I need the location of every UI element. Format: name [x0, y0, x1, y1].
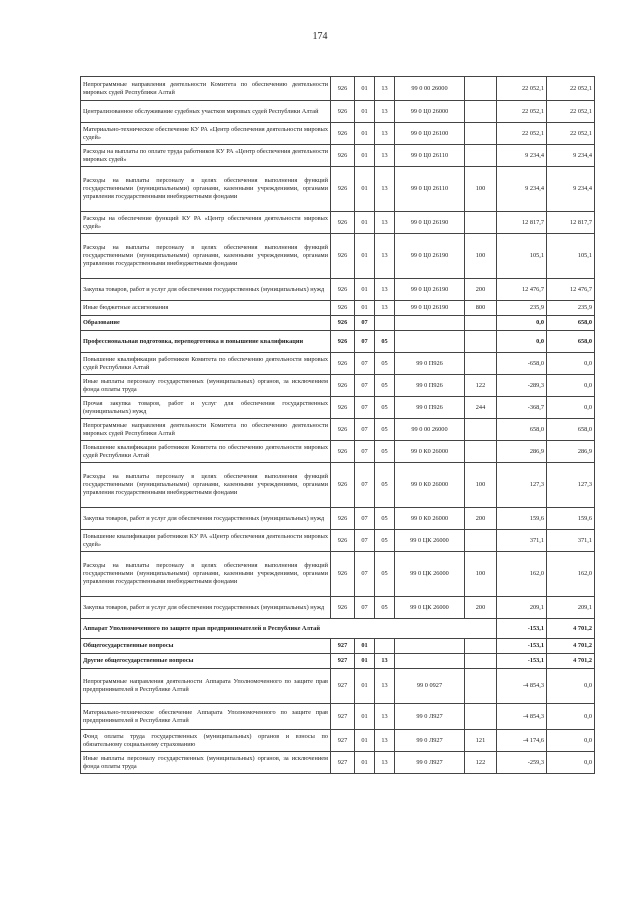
sum-2020-cell: 371,1	[497, 530, 547, 552]
sum-total-cell: 4 701,2	[547, 639, 595, 654]
target-article-cell	[395, 639, 465, 654]
expense-type-cell	[465, 530, 497, 552]
sum-2020-cell: 9 234,4	[497, 167, 547, 212]
expense-type-cell	[465, 353, 497, 375]
expense-type-cell	[465, 419, 497, 441]
row-name-cell: Закупка товаров, работ и услуг для обеспечения государственных (муниципальных) нужд	[81, 597, 331, 619]
subsection-cell: 13	[375, 77, 395, 101]
ved-cell: 927	[331, 752, 355, 774]
sum-total-cell: 0,0	[547, 397, 595, 419]
budget-table	[80, 76, 595, 774]
subsection-cell: 05	[375, 552, 395, 597]
section-cell: 01	[355, 123, 375, 145]
expense-type-cell: 200	[465, 508, 497, 530]
ved-cell: 927	[331, 639, 355, 654]
section-cell: 01	[355, 212, 375, 234]
section-cell: 01	[355, 145, 375, 167]
table-row	[81, 123, 595, 145]
row-name-cell: Непрограммные направления деятельности Аппарата Уполномоченного по защите прав предпринимателей в Республике Алтай	[81, 669, 331, 704]
sum-2020-cell: 0,0	[497, 316, 547, 331]
sum-2020-cell: 286,9	[497, 441, 547, 463]
sum-2020-cell: 22 052,1	[497, 123, 547, 145]
budget-table-body	[81, 77, 595, 774]
section-cell: 01	[355, 101, 375, 123]
sum-total-cell: 286,9	[547, 441, 595, 463]
section-cell: 07	[355, 463, 375, 508]
sum-2020-cell: -153,1	[497, 639, 547, 654]
target-article-cell: 99 0 К0 26000	[395, 508, 465, 530]
expense-type-cell	[465, 316, 497, 331]
ved-cell: 926	[331, 101, 355, 123]
expense-type-cell	[465, 101, 497, 123]
sum-2020-cell: 22 052,1	[497, 101, 547, 123]
section-cell: 07	[355, 375, 375, 397]
table-row	[81, 279, 595, 301]
subsection-cell: 13	[375, 212, 395, 234]
table-row	[81, 441, 595, 463]
sum-total-cell: 22 052,1	[547, 101, 595, 123]
subsection-cell	[375, 316, 395, 331]
sum-2020-cell: -4 854,3	[497, 704, 547, 730]
section-cell: 01	[355, 752, 375, 774]
expense-type-cell: 100	[465, 463, 497, 508]
table-row	[81, 669, 595, 704]
table-row	[81, 77, 595, 101]
target-article-cell: 99 0 К0 26000	[395, 441, 465, 463]
ved-cell: 926	[331, 331, 355, 353]
table-row	[81, 654, 595, 669]
ved-cell: 926	[331, 353, 355, 375]
ved-cell: 926	[331, 530, 355, 552]
ved-cell: 926	[331, 597, 355, 619]
section-cell: 07	[355, 316, 375, 331]
table-row	[81, 704, 595, 730]
sum-2020-cell: -4 174,6	[497, 730, 547, 752]
section-cell: 01	[355, 639, 375, 654]
target-article-cell: 99 0 П926	[395, 375, 465, 397]
table-row	[81, 234, 595, 279]
target-article-cell	[395, 654, 465, 669]
target-article-cell: 99 0 Ц0 26190	[395, 212, 465, 234]
sum-2020-cell: -4 854,3	[497, 669, 547, 704]
expense-type-cell: 200	[465, 597, 497, 619]
table-row	[81, 463, 595, 508]
table-row	[81, 730, 595, 752]
ved-cell: 926	[331, 375, 355, 397]
table-row	[81, 508, 595, 530]
target-article-cell: 99 0 Ц0 26190	[395, 301, 465, 316]
subsection-cell: 13	[375, 704, 395, 730]
target-article-cell: 99 0 ЦК 26000	[395, 530, 465, 552]
sum-2020-cell: 162,0	[497, 552, 547, 597]
ved-cell: 927	[331, 730, 355, 752]
row-name-cell: Непрограммные направления деятельности Комитета по обеспечению деятельности мировых судей Республики Алтай	[81, 419, 331, 441]
row-name-cell: Непрограммные направления деятельности Комитета по обеспечению деятельности мировых судей Республики Алтай	[81, 77, 331, 101]
row-name-cell: Централизованное обслуживание судебных участков мировых судей Республики Алтай	[81, 101, 331, 123]
subsection-cell: 05	[375, 419, 395, 441]
row-name-cell: Расходы на обеспечение функций КУ РА «Центр обеспечения деятельности мировых судей»	[81, 212, 331, 234]
expense-type-cell: 200	[465, 279, 497, 301]
row-name-cell: Профессиональная подготовка, переподготовка и повышение квалификации	[81, 331, 331, 353]
sum-2020-cell: -658,0	[497, 353, 547, 375]
subsection-cell: 13	[375, 234, 395, 279]
ved-cell: 926	[331, 301, 355, 316]
table-row	[81, 419, 595, 441]
target-article-cell: 99 0 ЦК 26000	[395, 597, 465, 619]
target-article-cell: 99 0 Ц0 26190	[395, 234, 465, 279]
table-row	[81, 752, 595, 774]
sum-total-cell: 0,0	[547, 730, 595, 752]
ved-cell: 926	[331, 552, 355, 597]
section-cell: 07	[355, 397, 375, 419]
expense-type-cell	[465, 669, 497, 704]
expense-type-cell	[465, 654, 497, 669]
section-cell: 01	[355, 301, 375, 316]
ved-cell: 926	[331, 77, 355, 101]
sum-2020-cell: -259,3	[497, 752, 547, 774]
expense-type-cell	[465, 77, 497, 101]
sum-total-cell: 9 234,4	[547, 145, 595, 167]
table-row	[81, 316, 595, 331]
table-row	[81, 552, 595, 597]
table-row	[81, 301, 595, 316]
expense-type-cell: 121	[465, 730, 497, 752]
sum-2020-cell: 127,3	[497, 463, 547, 508]
sum-total-cell: 22 052,1	[547, 77, 595, 101]
ved-cell: 927	[331, 654, 355, 669]
target-article-cell: 99 0 Ц0 26000	[395, 101, 465, 123]
sum-total-cell: 371,1	[547, 530, 595, 552]
table-row	[81, 619, 595, 639]
row-name-cell: Материально-техническое обеспечение Аппарата Уполномоченного по защите прав предпринимателей в Республике Алтай	[81, 704, 331, 730]
sum-total-cell: 12 476,7	[547, 279, 595, 301]
row-name-cell: Другие общегосударственные вопросы	[81, 654, 331, 669]
sum-2020-cell: 159,6	[497, 508, 547, 530]
sum-total-cell: 658,0	[547, 331, 595, 353]
target-article-cell: 99 0 ЦК 26000	[395, 552, 465, 597]
sum-2020-cell: 105,1	[497, 234, 547, 279]
section-cell: 01	[355, 704, 375, 730]
ved-cell: 926	[331, 212, 355, 234]
expense-type-cell	[465, 145, 497, 167]
sum-total-cell: 0,0	[547, 752, 595, 774]
target-article-cell: 99 0 Ц0 26110	[395, 145, 465, 167]
ved-cell: 926	[331, 463, 355, 508]
row-name-cell: Прочая закупка товаров, работ и услуг для обеспечения государственных (муниципальных) нужд	[81, 397, 331, 419]
subsection-cell: 13	[375, 145, 395, 167]
sum-total-cell: 159,6	[547, 508, 595, 530]
sum-2020-cell: 209,1	[497, 597, 547, 619]
ved-cell: 926	[331, 234, 355, 279]
target-article-cell: 99 0 Л927	[395, 752, 465, 774]
row-name-cell: Повышение квалификации работников Комитета по обеспечению деятельности мировых судей Республики Алтай	[81, 441, 331, 463]
row-name-cell: Расходы на выплаты персоналу в целях обеспечения выполнения функций государственными (муниципальными) органами, казенными учреждениями, органами управления государственными внебюджетными фондами	[81, 463, 331, 508]
sum-total-cell: 22 052,1	[547, 123, 595, 145]
page-number: 174	[312, 31, 328, 42]
subsection-cell: 13	[375, 654, 395, 669]
ved-cell: 926	[331, 316, 355, 331]
expense-type-cell	[465, 704, 497, 730]
ved-cell: 926	[331, 123, 355, 145]
subsection-cell: 13	[375, 301, 395, 316]
section-cell: 01	[355, 234, 375, 279]
sum-total-cell: 0,0	[547, 704, 595, 730]
section-cell: 07	[355, 353, 375, 375]
row-name-cell: Иные выплаты персоналу государственных (муниципальных) органов, за исключением фонда оплаты труда	[81, 752, 331, 774]
target-article-cell	[395, 331, 465, 353]
ved-cell: 926	[331, 279, 355, 301]
row-name-cell: Закупка товаров, работ и услуг для обеспечения государственных (муниципальных) нужд	[81, 279, 331, 301]
expense-type-cell	[465, 331, 497, 353]
sum-total-cell: 9 234,4	[547, 167, 595, 212]
expense-type-cell	[465, 212, 497, 234]
expense-type-cell	[465, 639, 497, 654]
subsection-cell: 13	[375, 167, 395, 212]
subsection-cell: 05	[375, 508, 395, 530]
sum-total-cell: 4 701,2	[547, 654, 595, 669]
sum-total-cell: 235,9	[547, 301, 595, 316]
table-row	[81, 167, 595, 212]
ved-cell: 927	[331, 704, 355, 730]
expense-type-cell	[465, 441, 497, 463]
ved-cell: 926	[331, 397, 355, 419]
table-row	[81, 353, 595, 375]
sum-2020-cell: 12 476,7	[497, 279, 547, 301]
sum-total-cell: 162,0	[547, 552, 595, 597]
ved-cell: 926	[331, 145, 355, 167]
expense-type-cell: 100	[465, 552, 497, 597]
sum-total-cell: 105,1	[547, 234, 595, 279]
subsection-cell	[375, 639, 395, 654]
section-cell: 01	[355, 654, 375, 669]
ved-cell: 927	[331, 669, 355, 704]
sum-total-cell: 0,0	[547, 353, 595, 375]
table-row	[81, 145, 595, 167]
sum-total-cell: 0,0	[547, 669, 595, 704]
subsection-cell: 13	[375, 101, 395, 123]
section-cell: 01	[355, 730, 375, 752]
section-cell: 07	[355, 552, 375, 597]
table-row	[81, 597, 595, 619]
section-cell: 01	[355, 279, 375, 301]
subsection-cell: 13	[375, 752, 395, 774]
subsection-cell: 05	[375, 375, 395, 397]
row-name-cell: Расходы на выплаты персоналу в целях обеспечения выполнения функций государственными (муниципальными) органами, казенными учреждениями, органами управления государственными внебюджетными фондами	[81, 552, 331, 597]
table-row	[81, 101, 595, 123]
target-article-cell: 99 0 Ц0 26100	[395, 123, 465, 145]
sum-total-cell: 658,0	[547, 316, 595, 331]
row-name-cell: Повышение квалификации работников КУ РА «Центр обеспечения деятельности мировых судей»	[81, 530, 331, 552]
sum-total-cell: 658,0	[547, 419, 595, 441]
sum-2020-cell: -153,1	[497, 619, 547, 639]
table-row	[81, 397, 595, 419]
subsection-cell: 05	[375, 397, 395, 419]
target-article-cell: 99 0 0927	[395, 669, 465, 704]
expense-type-cell: 122	[465, 375, 497, 397]
expense-type-cell: 122	[465, 752, 497, 774]
row-name-cell: Иные бюджетные ассигнования	[81, 301, 331, 316]
row-name-cell: Иные выплаты персоналу государственных (муниципальных) органов, за исключением фонда оплаты труда	[81, 375, 331, 397]
sum-2020-cell: 0,0	[497, 331, 547, 353]
row-name-cell: Материально-техническое обеспечение КУ РА «Центр обеспечения деятельности мировых судей»	[81, 123, 331, 145]
subsection-cell: 13	[375, 669, 395, 704]
subsection-cell: 05	[375, 441, 395, 463]
target-article-cell	[395, 316, 465, 331]
subsection-cell: 05	[375, 353, 395, 375]
target-article-cell: 99 0 Ц0 26190	[395, 279, 465, 301]
section-cell: 07	[355, 441, 375, 463]
row-name-cell: Общегосударственные вопросы	[81, 639, 331, 654]
table-row	[81, 639, 595, 654]
row-name-cell: Расходы на выплаты персоналу в целях обеспечения выполнения функций государственными (муниципальными) органами, казенными учреждениями, органами управления государственными внебюджетными фондами	[81, 234, 331, 279]
target-article-cell: 99 0 Ц0 26110	[395, 167, 465, 212]
section-cell: 07	[355, 530, 375, 552]
target-article-cell: 99 0 К0 26000	[395, 463, 465, 508]
sum-2020-cell: 22 052,1	[497, 77, 547, 101]
ved-cell: 926	[331, 441, 355, 463]
section-cell: 01	[355, 669, 375, 704]
row-name-cell: Расходы на выплаты персоналу в целях обеспечения выполнения функций государственными (муниципальными) органами, казенными учреждениями, органами управления государственными внебюджетными фондами	[81, 167, 331, 212]
section-cell: 07	[355, 597, 375, 619]
ved-cell: 926	[331, 419, 355, 441]
target-article-cell: 99 0 Л927	[395, 730, 465, 752]
sum-total-cell: 127,3	[547, 463, 595, 508]
row-name-cell: Закупка товаров, работ и услуг для обеспечения государственных (муниципальных) нужд	[81, 508, 331, 530]
sum-total-cell: 209,1	[547, 597, 595, 619]
target-article-cell: 99 0 Л927	[395, 704, 465, 730]
sum-total-cell: 4 701,2	[547, 619, 595, 639]
sum-2020-cell: 9 234,4	[497, 145, 547, 167]
target-article-cell: 99 0 П926	[395, 397, 465, 419]
table-row	[81, 530, 595, 552]
expense-type-cell	[465, 123, 497, 145]
section-cell: 07	[355, 331, 375, 353]
section-cell: 01	[355, 77, 375, 101]
section-cell: 01	[355, 167, 375, 212]
ved-cell: 926	[331, 508, 355, 530]
sum-2020-cell: -289,3	[497, 375, 547, 397]
row-name-cell: Повышение квалификации работников Комитета по обеспечению деятельности мировых судей Республики Алтай	[81, 353, 331, 375]
row-name-cell: Расходы на выплаты по оплате труда работников КУ РА «Центр обеспечения деятельности мировых судей»	[81, 145, 331, 167]
ved-cell: 926	[331, 167, 355, 212]
sum-2020-cell: -153,1	[497, 654, 547, 669]
subsection-cell: 05	[375, 463, 395, 508]
row-name-cell: Аппарат Уполномоченного по защите прав предпринимателей в Республике Алтай	[81, 619, 497, 639]
sum-total-cell: 12 817,7	[547, 212, 595, 234]
table-row	[81, 331, 595, 353]
sum-2020-cell: 12 817,7	[497, 212, 547, 234]
expense-type-cell: 100	[465, 167, 497, 212]
subsection-cell: 13	[375, 279, 395, 301]
target-article-cell: 99 0 00 26000	[395, 419, 465, 441]
expense-type-cell: 244	[465, 397, 497, 419]
subsection-cell: 05	[375, 597, 395, 619]
table-row	[81, 375, 595, 397]
target-article-cell: 99 0 П926	[395, 353, 465, 375]
subsection-cell: 13	[375, 730, 395, 752]
row-name-cell: Фонд оплаты труда государственных (муниципальных) органов и взносы по обязательному социальному страхованию	[81, 730, 331, 752]
row-name-cell: Образование	[81, 316, 331, 331]
subsection-cell: 05	[375, 530, 395, 552]
table-row	[81, 212, 595, 234]
sum-2020-cell: 658,0	[497, 419, 547, 441]
target-article-cell: 99 0 00 26000	[395, 77, 465, 101]
subsection-cell: 05	[375, 331, 395, 353]
subsection-cell: 13	[375, 123, 395, 145]
section-cell: 07	[355, 419, 375, 441]
expense-type-cell: 800	[465, 301, 497, 316]
section-cell: 07	[355, 508, 375, 530]
expense-type-cell: 100	[465, 234, 497, 279]
sum-2020-cell: 235,9	[497, 301, 547, 316]
sum-total-cell: 0,0	[547, 375, 595, 397]
sum-2020-cell: -368,7	[497, 397, 547, 419]
